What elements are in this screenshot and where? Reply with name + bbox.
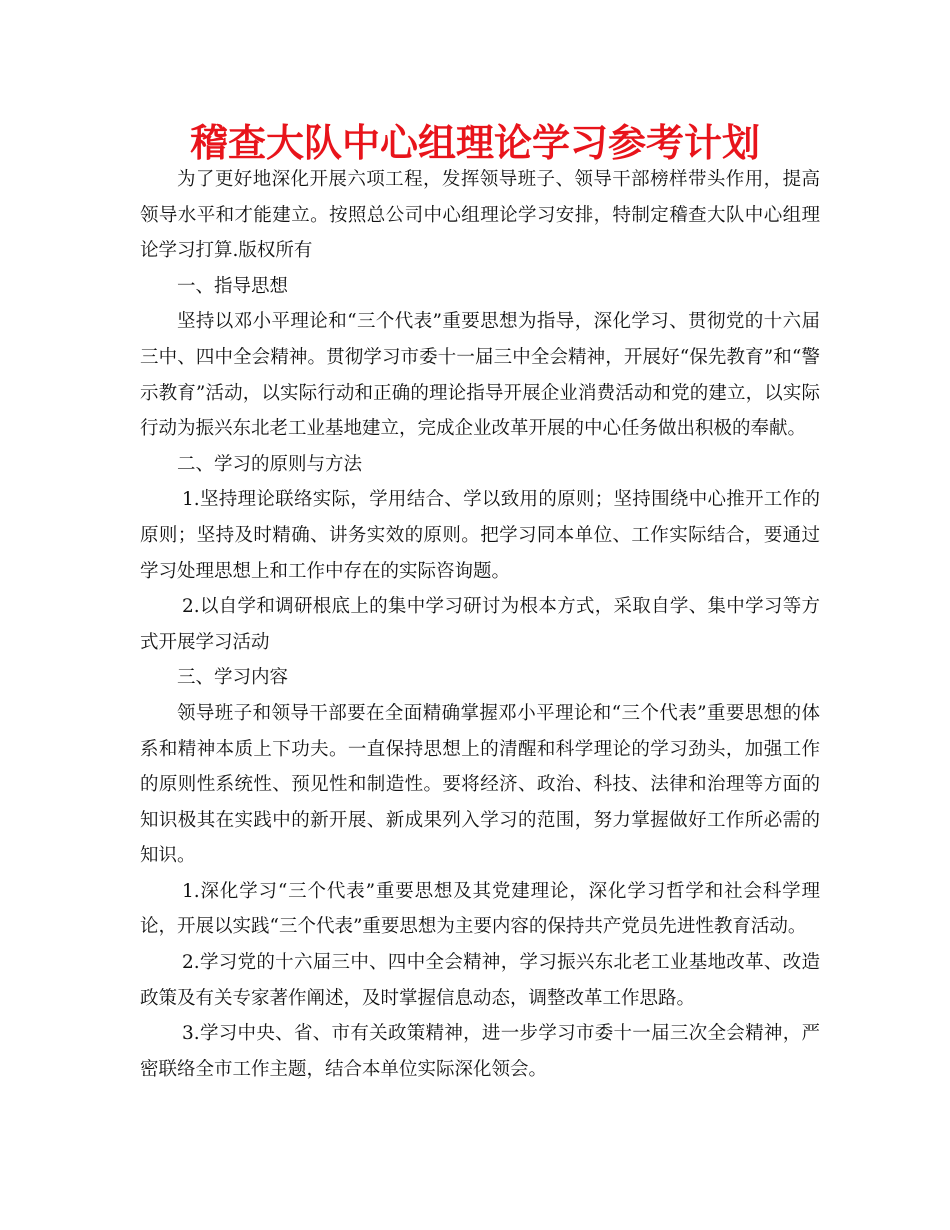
paragraph-principle-1: 1.坚持理论联络实际，学用结合、学以致用的原则；坚持围绕中心推开工作的原则；坚持及时精确、讲务实效的原则。把学习同本单位、工作实际结合，要通过学习处理思想上和工作中存在的实际咨询题。 xyxy=(140,489,820,582)
section-heading-study-content: 三、学习内容 xyxy=(177,667,289,689)
paragraph-study-content: 领导班子和领导干部要在全面精确掌握邓小平理论和“三个代表”重要思想的体系和精神本质上下功夫。一直保持思想上的清醒和科学理论的学习劲头，加强工作的原则性系统性、预见性和制造性。要将经济、政治、科技、法律和治理等方面的知识极其在实践中的新开展、新成果列入学习的范围，努力掌握做好工作所必需的知识。 xyxy=(140,702,820,867)
paragraph-content-1: 1.深化学习“三个代表”重要思想及其党建理论，深化学习哲学和社会科学理论，开展以实践“三个代表”重要思想为主要内容的保持共产党员先进性教育活动。 xyxy=(140,880,820,938)
document-title: 稽查大队中心组理论学习参考计划 xyxy=(189,121,760,165)
paragraph-intro: 为了更好地深化开展六项工程，发挥领导班子、领导干部榜样带头作用，提高领导水平和才能建立。按照总公司中心组理论学习安排，特制定稽查大队中心组理论学习打算.版权所有 xyxy=(140,169,820,262)
paragraph-content-3: 3.学习中央、省、市有关政策精神，进一步学习市委十一届三次全会精神，严密联络全市工作主题，结合本单位实际深化领会。 xyxy=(140,1023,820,1080)
paragraph-principle-2: 2.以自学和调研根底上的集中学习研讨为根本方式，采取自学、集中学习等方式开展学习活动 xyxy=(140,596,820,653)
section-heading-guiding-ideology: 一、指导思想 xyxy=(177,275,289,297)
document-body xyxy=(140,162,820,1087)
paragraph-content-2: 2.学习党的十六届三中、四中全会精神，学习振兴东北老工业基地改革、改造政策及有关专家著作阐述，及时掌握信息动态，调整改革工作思路。 xyxy=(140,952,820,1009)
section-heading-principles-methods: 二、学习的原则与方法 xyxy=(177,453,363,475)
paragraph-guiding-ideology: 坚持以邓小平理论和“三个代表”重要思想为指导，深化学习、贯彻党的十六届三中、四中全会精神。贯彻学习市委十一届三中全会精神，开展好“保先教育”和“警示教育”活动，以实际行动和正确的理论指导开展企业消费活动和党的建立，以实际行动为振兴东北老工业基地建立，完成企业改革开展的中心任务做出积极的奉献。 xyxy=(140,311,820,440)
